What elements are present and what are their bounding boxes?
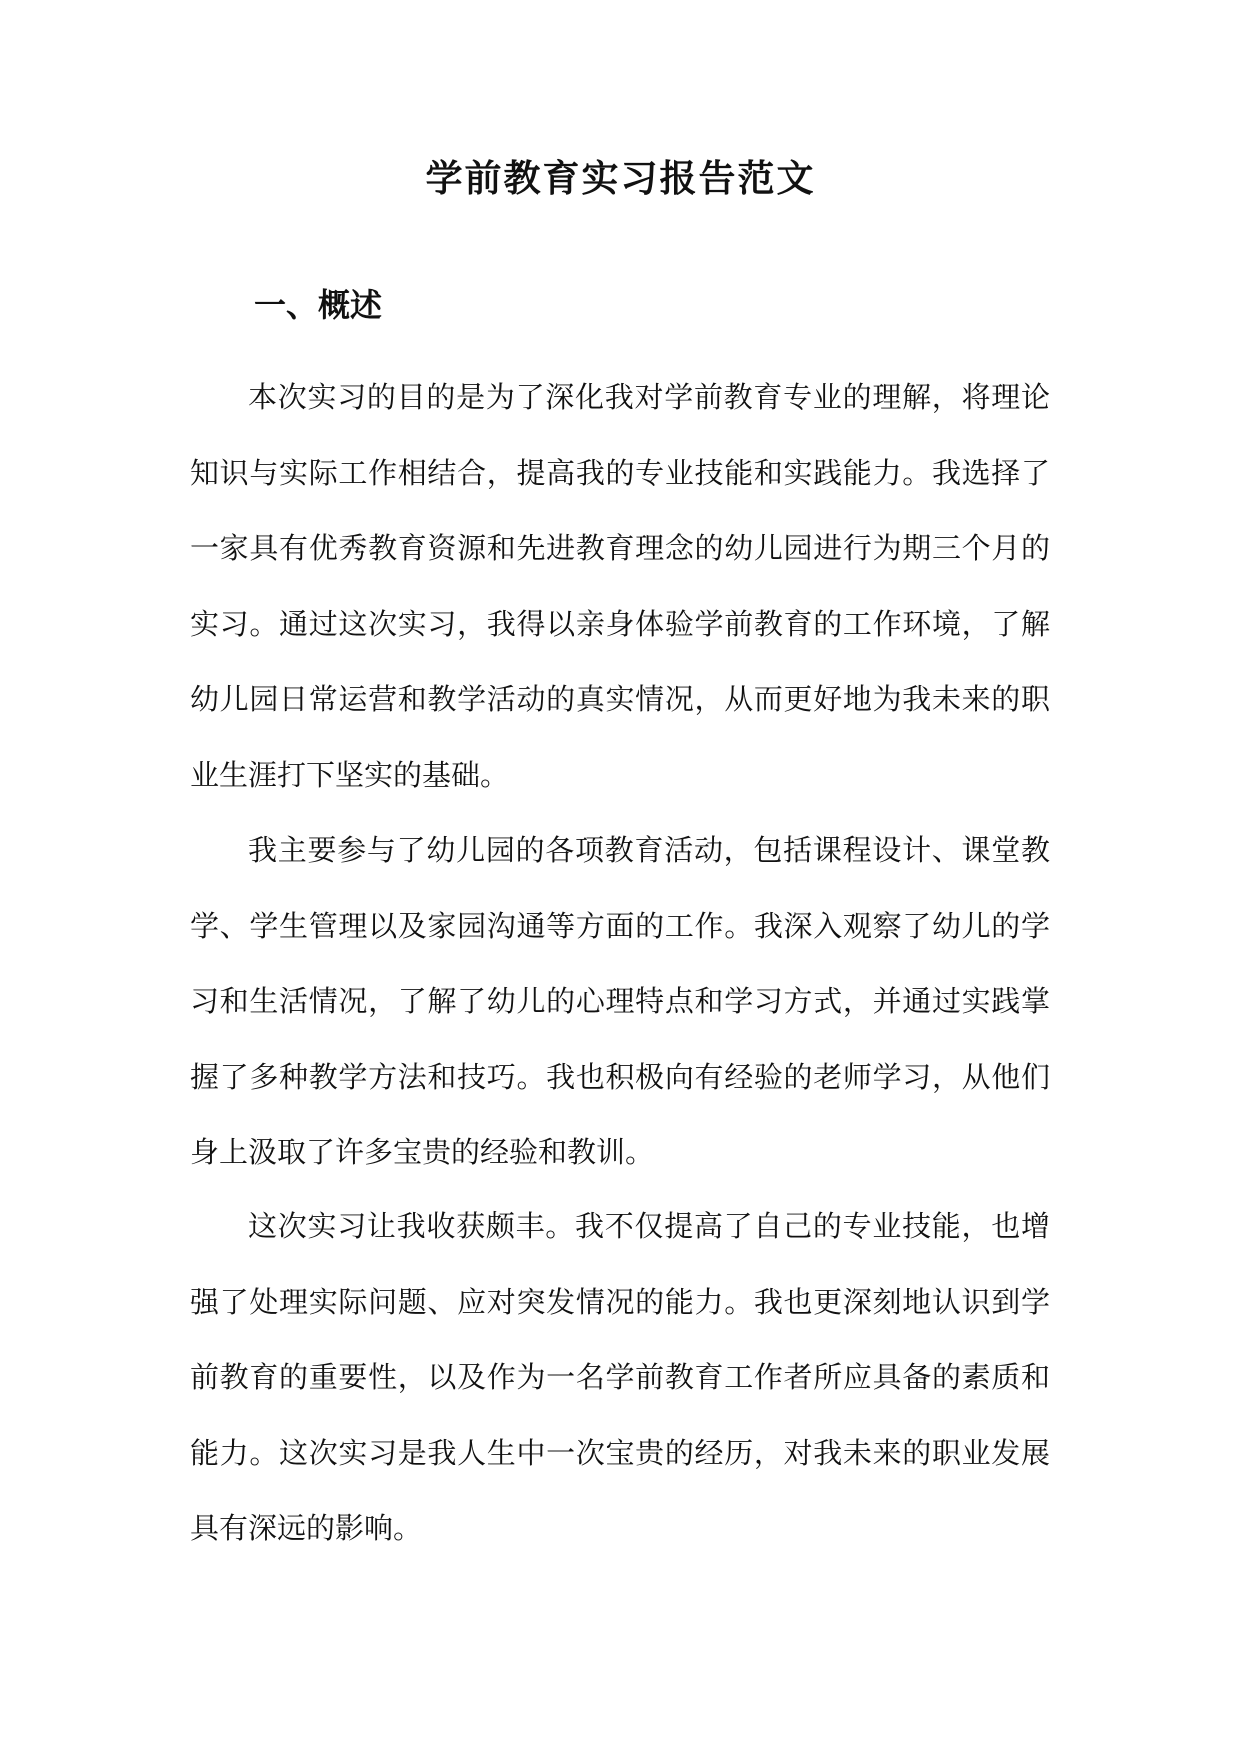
paragraph-3: 这次实习让我收获颇丰。我不仅提高了自己的专业技能，也增强了处理实际问题、应对突发情况的能力。我也更深刻地认识到学前教育的重要性，以及作为一名学前教育工作者所应具备的素质和能力。这次实习是我人生中一次宝贵的经历，对我未来的职业发展具有深远的影响。 <box>190 1209 1050 1545</box>
section-heading-overview: 一、概述 <box>254 286 383 324</box>
paragraph-1: 本次实习的目的是为了深化我对学前教育专业的理解，将理论知识与实际工作相结合，提高我的专业技能和实践能力。我选择了一家具有优秀教育资源和先进教育理念的幼儿园进行为期三个月的实习。通过这次实习，我得以亲身体验学前教育的工作环境，了解幼儿园日常运营和教学活动的真实情况，从而更好地为我未来的职业生涯打下坚实的基础。 <box>190 380 1050 792</box>
document-title: 学前教育实习报告范文 <box>425 156 816 200</box>
paragraph-2: 我主要参与了幼儿园的各项教育活动，包括课程设计、课堂教学、学生管理以及家园沟通等方面的工作。我深入观察了幼儿的学习和生活情况，了解了幼儿的心理特点和学习方式，并通过实践掌握了多种教学方法和技巧。我也积极向有经验的老师学习，从他们身上汲取了许多宝贵的经验和教训。 <box>190 833 1050 1169</box>
